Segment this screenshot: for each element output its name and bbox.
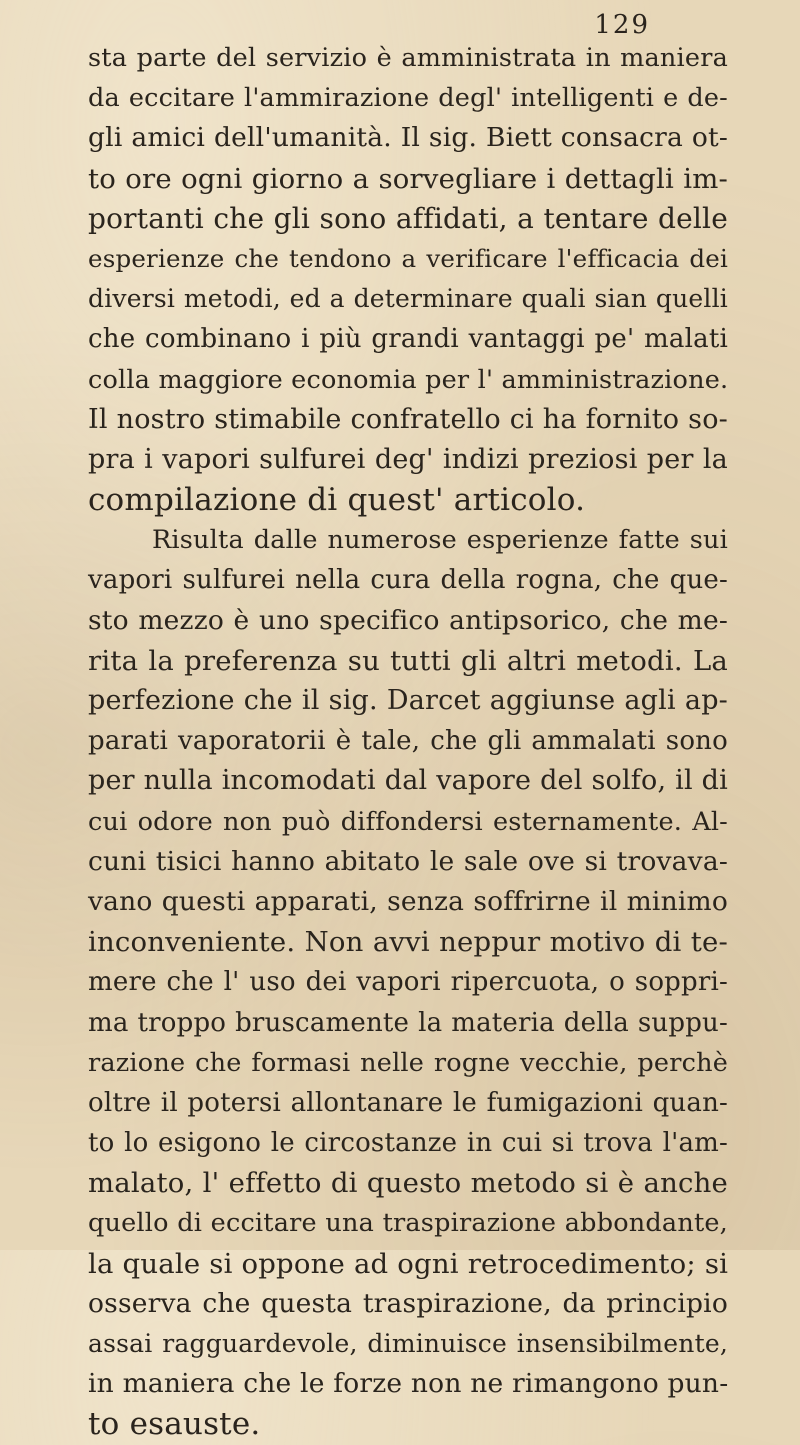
text-line: cuni tisici hanno abitato le sale ove si trovava- — [88, 845, 728, 877]
text-line: mere che l' uso dei vapori ripercuota, o soppri- — [88, 967, 728, 998]
text-line: da eccitare l'ammirazione degl' intelligenti e de- — [88, 83, 728, 114]
text-line: che combinano i più grandi vantaggi pe' malati — [88, 324, 728, 355]
text-line: Il nostro stimabile confratello ci ha fornito so- — [88, 403, 728, 435]
text-line: in maniera che le forze non ne rimangono pun- — [88, 1368, 729, 1400]
text-line: ma troppo bruscamente la materia della suppu- — [88, 1007, 728, 1038]
page-number: 129 — [594, 10, 650, 40]
text-line: osserva che questa traspirazione, da principio — [88, 1287, 728, 1319]
text-line: sto mezzo è uno specifico antipsorico, che me- — [88, 604, 728, 636]
text-line: to ore ogni giorno a sorvegliare i dettagli im- — [88, 162, 728, 195]
text-line: diversi metodi, ed a determinare quali sian quelli — [88, 284, 728, 314]
text-line: assai ragguardevole, diminuisce insensibilmente, — [88, 1329, 728, 1358]
text-line: colla maggiore economia per l' amministrazione. — [88, 364, 729, 395]
paragraph-end-line: compilazione di quest' articolo. — [88, 482, 586, 519]
text-line: parati vaporatorii è tale, che gli ammalati sono — [88, 726, 728, 757]
text-line: rita la preferenza su tutti gli altri metodi. La — [88, 644, 728, 677]
text-line: cui odore non può diffondersi esternamente. Al- — [88, 806, 728, 837]
body-text — [88, 38, 728, 1445]
text-line: portanti che gli sono affidati, a tentare delle — [88, 201, 728, 235]
text-line: esperienze che tendono a verificare l'efficacia dei — [88, 243, 728, 273]
text-line: oltre il potersi allontanare le fumigazioni quan- — [88, 1087, 728, 1118]
text-line: sta parte del servizio è amministrata in maniera — [88, 43, 728, 73]
text-line: to lo esigono le circostanze in cui si trova l'am- — [88, 1128, 728, 1159]
text-line: perfezione che il sig. Darcet aggiunse agli ap- — [88, 685, 728, 716]
text-line: vano questi apparati, senza soffrirne il minimo — [88, 885, 728, 917]
text-line: quello di eccitare una traspirazione abbondante, — [88, 1208, 728, 1239]
text-line: per nulla incomodati dal vapore del solfo, il di — [88, 765, 728, 797]
text-line: la quale si oppone ad ogni retrocedimento; si — [88, 1247, 729, 1280]
paragraph-start-line: Risulta dalle numerose esperienze fatte sui — [152, 525, 728, 556]
text-line: gli amici dell'umanità. Il sig. Biett consacra ot- — [88, 122, 728, 154]
text-line: malato, l' effetto di questo metodo si è anche — [88, 1167, 728, 1200]
paragraph-end-line: to esauste. — [88, 1406, 261, 1443]
text-line: razione che formasi nelle rogne vecchie, perchè — [88, 1047, 728, 1078]
text-line: pra i vapori sulfurei deg' indizi preziosi per la — [88, 443, 728, 475]
text-line: vapori sulfurei nella cura della rogna, che que- — [88, 565, 728, 596]
text-line: inconveniente. Non avvi neppur motivo di te- — [88, 926, 728, 959]
